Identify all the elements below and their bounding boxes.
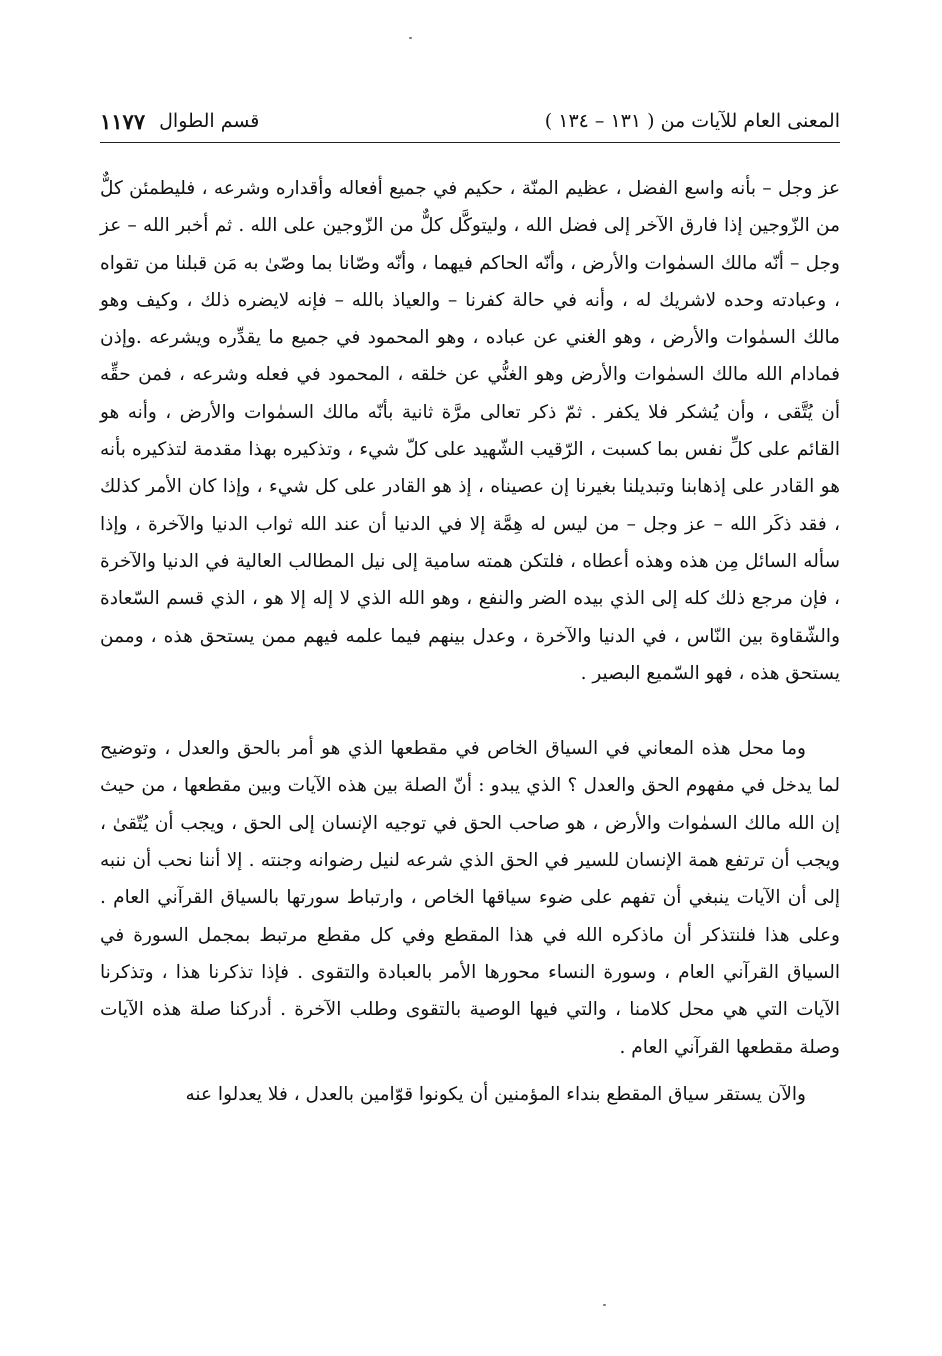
paragraph-3: والآن يستقر سياق المقطع بنداء المؤمنين أن يكونوا قوّامين بالعدل ، فلا يعدلوا عنه xyxy=(185,1083,806,1105)
header-divider xyxy=(100,142,840,143)
paragraph-spacer xyxy=(100,1066,840,1076)
paragraph-1: عز وجل – بأنه واسع الفضل ، عظيم المنّة ، حكيم في جميع أفعاله وأقداره وشرعه ، فليطمئن كلٌّ من الزّوجين إذا فارق الآخر إلى فضل الله ، وليتوكَّل كلٌّ من الزّوجين على الله . ثم أخبر الله – عز وجل – أنّه مالك السمٰوات والأرض ، وأنّه الحاكم فيهما ، وأنّه وصّانا بما وصّىٰ به مَن قبلنا من تقواه ، وعبادته وحده لاشريك له ، وأنه في حالة كفرنا – والعياذ بالله – فإنه لايضره ذلك ، وكيف وهو مالك السمٰوات والأرض ، وهو الغني عن عباده ، وهو المحمود في جميع ما يقدِّره ويشرعه .وإذن فمادام الله مالك السمٰوات والأرض وهو الغنُّي عن خلقه ، المحمود في فعله وشرعه ، فمن حقِّه أن يُتَّقى ، وأن يُشكر فلا يكفر . ثمّ ذكر تعالى مرَّة ثانية بأنّه مالك السمٰوات والأرض ، وأنه هو القائم على كلِّ نفس بما كسبت ، الرّقيب الشّهيد على كلّ شيء ، وتذكيره بهذا مقدمة لتذكيره بأنه هو القادر على إذهابنا وتبديلنا بغيرنا إن عصيناه ، إذ هو القادر على كل شيء ، وإذا كان الأمر كذلك ، فقد ذكَر الله – عز وجل – من ليس له هِمَّة إلا في الدنيا أن عند الله ثواب الدنيا والآخرة ، وإذا سأله السائل مِن هذه وهذه أعطاه ، فلتكن همته سامية إلى نيل المطالب العالية في الدنيا والآخرة ، فإن مرجع ذلك كله إلى الذي بيده الضر والنفع ، وهو الله الذي لا إله إلا هو ، الذي قسم السّعادة والشّقاوة بين النّاس ، في الدنيا والآخرة ، وعدل بينهم فيما علمه فيهم ممن يستحق هذه ، وممن يستحق هذه ، فهو السّميع البصير . xyxy=(100,178,840,684)
paragraph-2: وما محل هذه المعاني في السياق الخاص في مقطعها الذي هو أمر بالحق والعدل ، وتوضيح لما يدخل في مفهوم الحق والعدل ؟ الذي يبدو : أنّ الصلة بين هذه الآيات وبين مقطعها ، من حيث إن الله مالك السمٰوات والأرض ، هو صاحب الحق في توجيه الإنسان إلى الحق ، ويجب أن يُتّقىٰ ، ويجب أن ترتفع همة الإنسان للسير في الحق الذي شرعه لنيل رضوانه وجنته . إلا أننا نحب أن ننبه إلى أن الآيات ينبغي أن تفهم على ضوء سياقها الخاص ، وارتباط سورتها بالسياق القرآني العام . وعلى هذا فلنتذكر أن ماذكره الله في هذا المقطع وفي كل مقطع مرتبط بمجمل السورة في السياق القرآني العام ، وسورة النساء محورها الأمر بالعبادة والتقوى . فإذا تذكرنا هذا ، وتذكرنا الآيات التي هي محل كلامنا ، والتي فيها الوصية بالتقوى وطلب الآخرة . أدركنا صلة هذه الآيات وصلة مقطعها القرآني العام . xyxy=(100,738,840,1058)
page-header xyxy=(100,104,840,138)
paragraph-spacer xyxy=(100,692,840,730)
header-left-group xyxy=(100,109,259,134)
scan-speck xyxy=(409,37,412,39)
section-name: قسم الطوال xyxy=(159,110,260,132)
scan-speck xyxy=(603,1304,606,1306)
body-text xyxy=(100,170,840,1113)
running-title: المعنى العام للآيات من ( ١٣١ – ١٣٤ ) xyxy=(544,110,840,132)
page-number: ١١٧٧ xyxy=(100,108,146,134)
